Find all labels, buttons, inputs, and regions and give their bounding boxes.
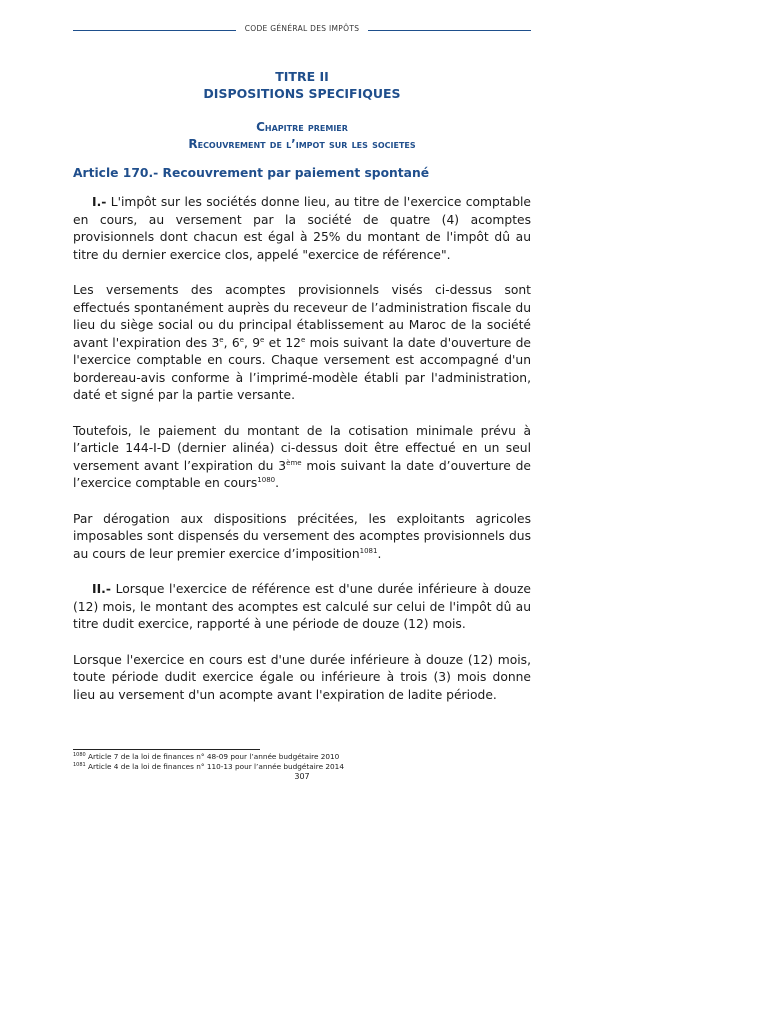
paragraph-2-text-e: mois suivant la date d'ouverture de l'exercice comptable en cours. Chaque versement est accompagné d'un bordereau-avis conforme à l’imprimé-modèle établi par l'administration, daté et signé par la partie versante.	[73, 335, 531, 402]
paragraph-6	[73, 652, 531, 705]
ordinal-sup: e	[301, 335, 306, 344]
paragraph-2-text-a: Les versements des acomptes provisionnels visés ci-dessus sont effectués spontanément auprès du receveur de l’administration fiscale du lieu du siège social ou du principal établissement au Maroc de la société avant l'expiration des 3	[73, 283, 531, 350]
paragraph-2-text-b: , 6	[223, 335, 240, 350]
paragraph-5	[73, 581, 531, 634]
paragraph-2	[73, 282, 531, 405]
footnote-text: Article 4 de la loi de finances n° 110-13 pour l’année budgétaire 2014	[85, 762, 344, 771]
footnote-number: 1080	[73, 752, 86, 758]
chapitre-heading	[73, 119, 531, 153]
paragraph-6-text: Lorsque l'exercice en cours est d'une durée inférieure à douze (12) mois, toute période dudit exercice égale ou inférieure à trois (3) mois donne lieu au versement d'un acompte avant l'expiration de ladite période.	[73, 652, 531, 702]
document-page	[73, 20, 531, 781]
paragraph-5-text: Lorsque l'exercice de référence est d'une durée inférieure à douze (12) mois, le montant des acomptes est calculé sur celui de l'impôt dû au titre dudit exercice, rapporté à une période de douze (12) mois.	[73, 582, 531, 631]
paragraph-3	[73, 423, 531, 493]
paragraph-3-end: .	[275, 476, 280, 490]
chapitre-number: Chapitre premier	[256, 120, 348, 134]
titre-number: TITRE II	[275, 69, 329, 84]
chapitre-name: Recouvrement de l’impot sur les societes	[188, 137, 416, 151]
header-rule-right	[368, 30, 531, 31]
paragraph-4-text: Par dérogation aux dispositions précitées, les exploitants agricoles imposables sont dispensés du versement des acomptes provisionnels dus au cours de leur premier exercice d’imposition	[73, 511, 531, 561]
page-number: 307	[294, 772, 310, 781]
paragraph-2-text-d: et 12	[264, 335, 301, 350]
footnote-separator	[73, 749, 260, 750]
paragraph-2-text-c: , 9	[243, 335, 261, 350]
titre-heading	[73, 68, 531, 102]
ordinal-sup: e	[260, 335, 265, 344]
ordinal-sup: e	[219, 335, 224, 344]
section-label-ii: II.-	[92, 582, 111, 596]
footnote-1080	[73, 752, 531, 762]
paragraph-1	[73, 194, 531, 264]
footnote-ref-1080[interactable]: 1080	[257, 476, 276, 484]
section-label-i: I.-	[92, 195, 107, 209]
ordinal-sup: ème	[286, 458, 302, 467]
article-title: Article 170.- Recouvrement par paiement spontané	[73, 166, 430, 180]
ordinal-sup: e	[239, 335, 244, 344]
paragraph-1-text: L'impôt sur les sociétés donne lieu, au titre de l'exercice comptable en cours, au versement par la société de quatre (4) acomptes provisionnels dont chacun est égal à 25% du montant de l'impôt dû au titre du dernier exercice clos, appelé "exercice de référence".	[73, 195, 531, 262]
paragraph-4	[73, 511, 531, 564]
paragraph-3-text-a: Toutefois, le paiement du montant de la cotisation minimale prévu à l’article 144-I-D (dernier alinéa) ci-dessus doit être effectué en un seul versement avant l’expiration du 3	[73, 423, 531, 473]
footnote-number: 1081	[73, 762, 86, 768]
paragraph-3-text-b: mois suivant la date d’ouverture de l’exercice comptable en cours	[73, 458, 531, 490]
titre-name: DISPOSITIONS SPECIFIQUES	[203, 86, 401, 101]
running-header	[73, 20, 531, 40]
footnote-ref-1081[interactable]: 1081	[359, 546, 378, 555]
paragraph-4-end: .	[377, 546, 382, 561]
running-header-title: CODE GÉNÉRAL DES IMPÔTS	[244, 24, 360, 33]
footnote-1081	[73, 762, 531, 772]
footnote-text: Article 7 de la loi de finances n° 48-09 pour l’année budgétaire 2010	[85, 752, 340, 761]
